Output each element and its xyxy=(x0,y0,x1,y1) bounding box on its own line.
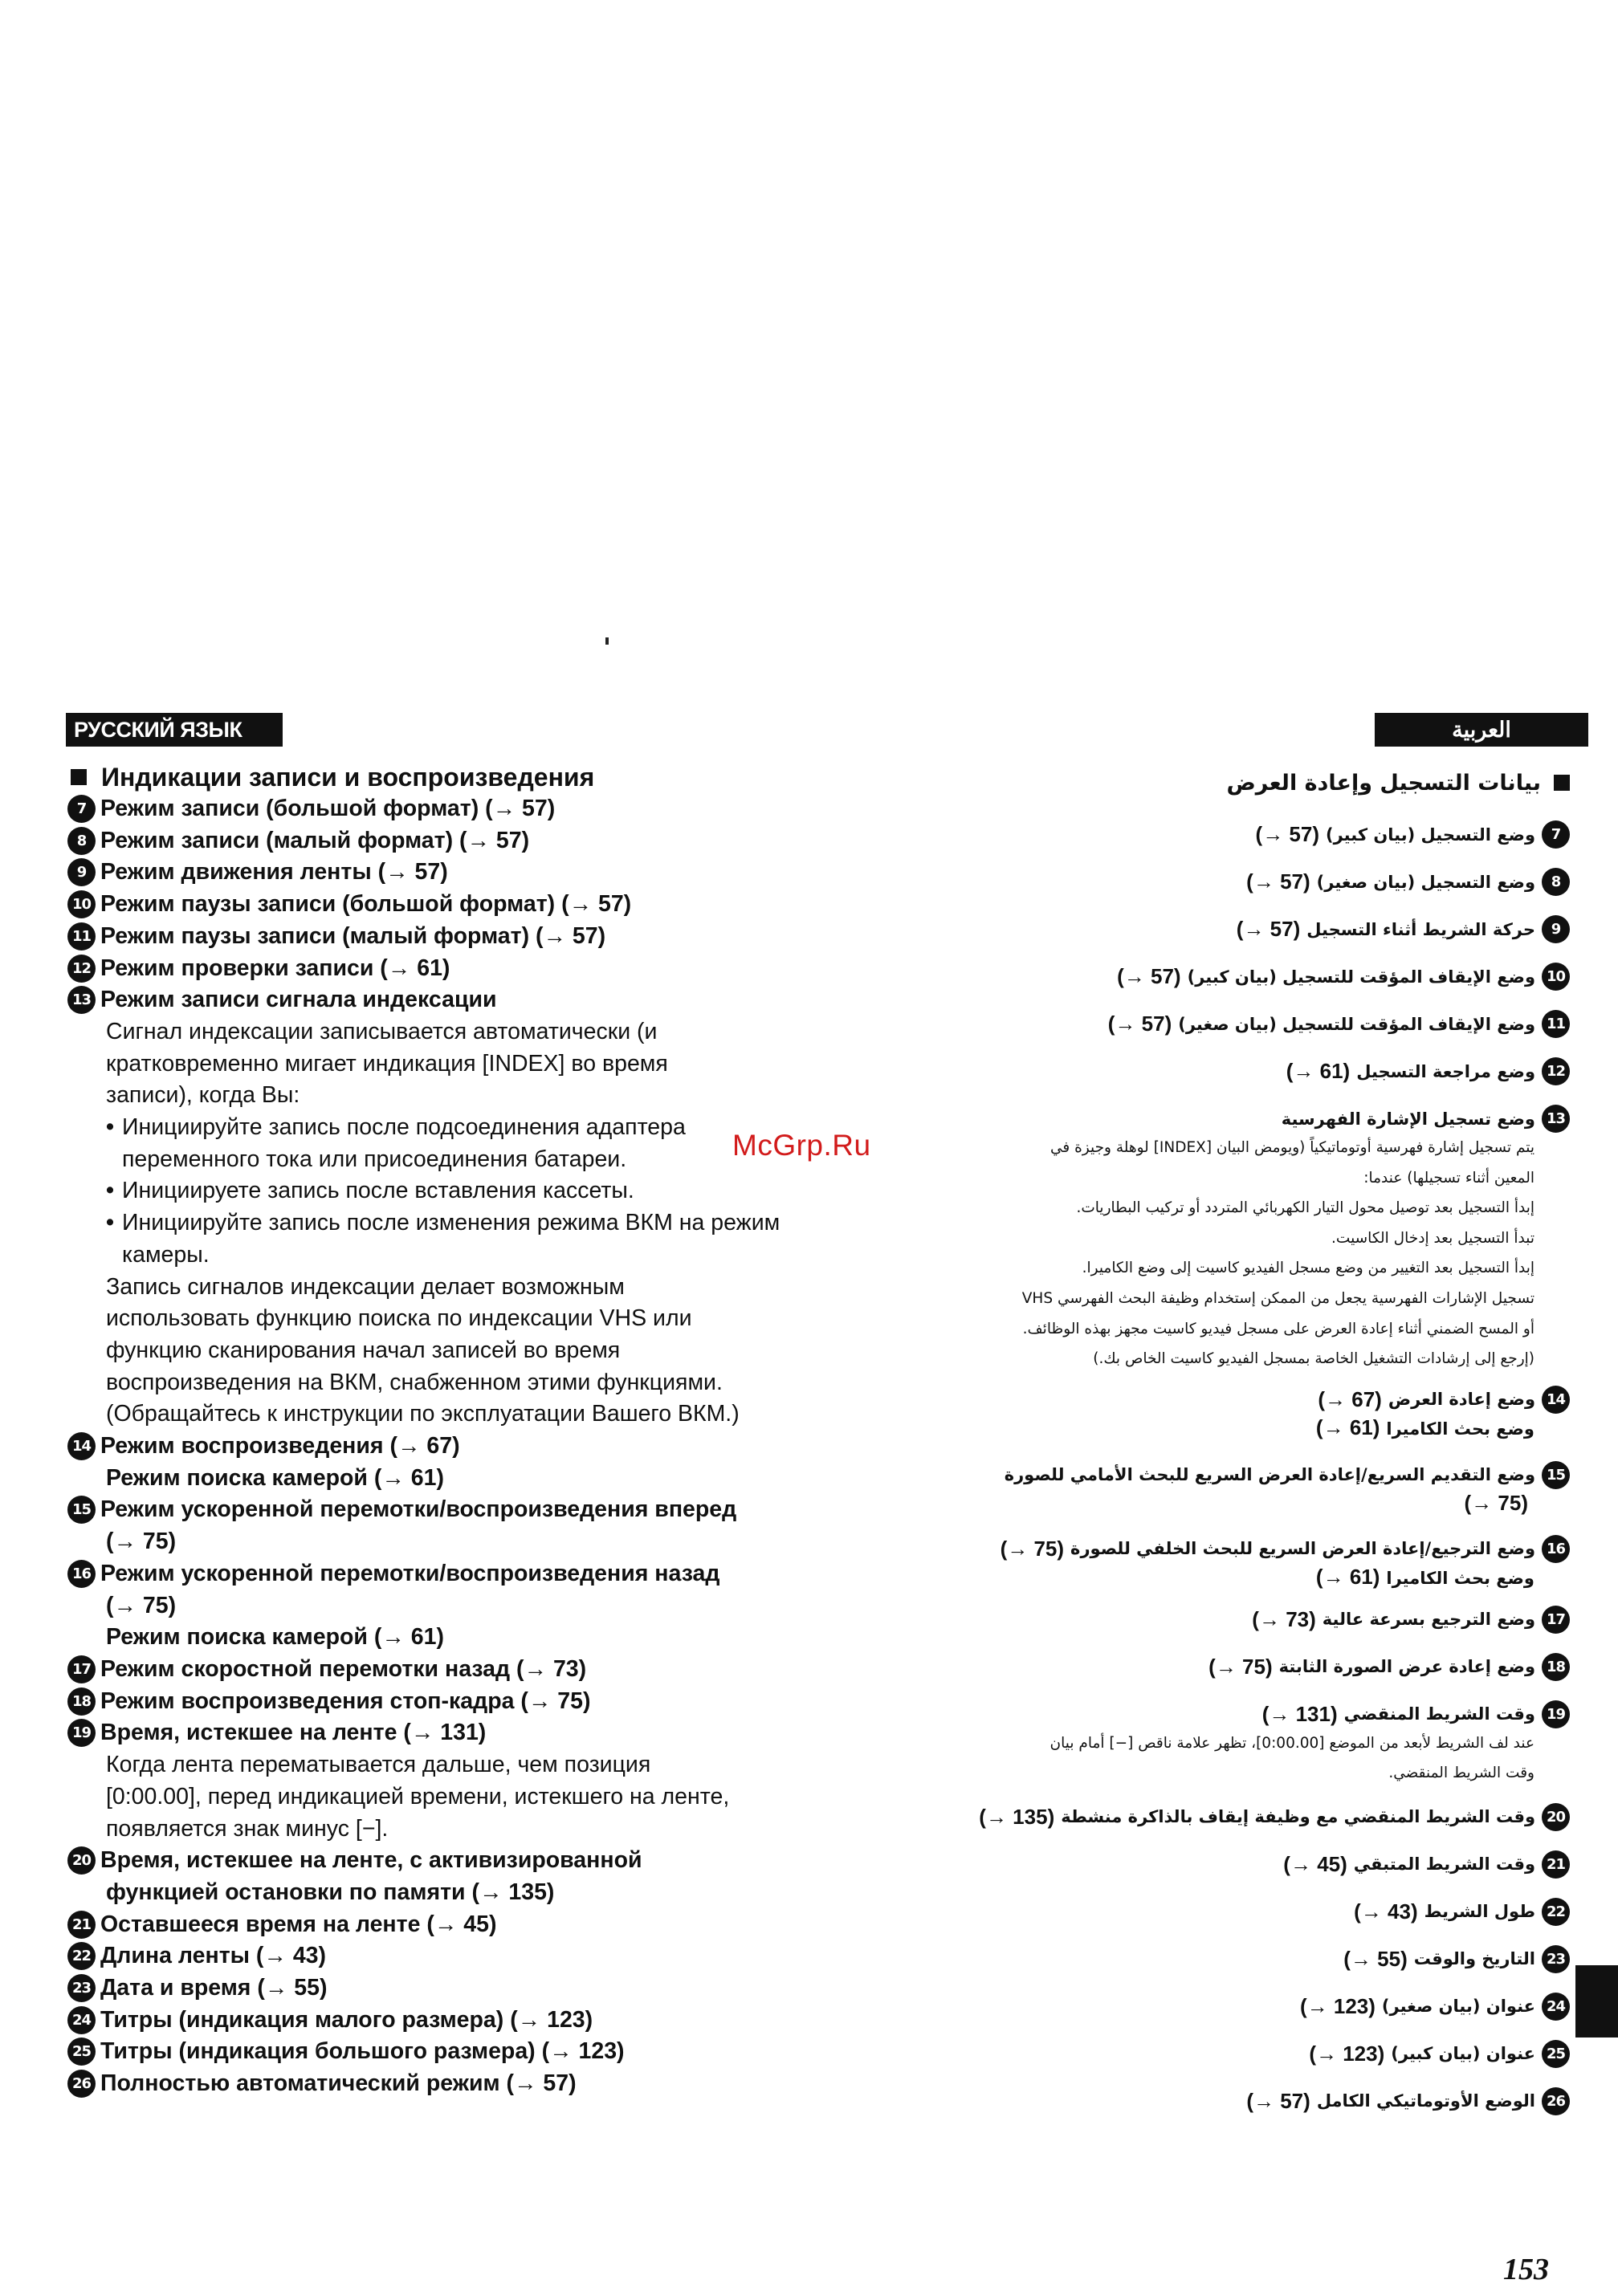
list-item xyxy=(879,1057,1570,1085)
time-description xyxy=(879,1728,1570,1789)
body-line: Запись сигналов индексации делает возможным xyxy=(106,1273,625,1300)
list-item-text: وضع الإيقاف المؤقت للتسجيل (بيان كبير) xyxy=(1187,967,1535,987)
item-number-badge: 17 xyxy=(1542,1606,1570,1634)
list-item-text: وضع التسجيل (بيان صغير) xyxy=(1316,872,1535,892)
item-number-badge: 21 xyxy=(1542,1850,1570,1879)
body-line: Сигнал индексации записывается автоматически (и xyxy=(106,1018,658,1044)
heading-text: Индикации записи и воспроизведения xyxy=(101,763,595,792)
item-number-badge: 21 xyxy=(67,1911,96,1939)
list-item xyxy=(67,984,858,1016)
list-item xyxy=(67,921,858,953)
item-number-badge: 16 xyxy=(1542,1535,1570,1563)
russian-column xyxy=(67,761,858,2100)
list-item-sub: (→ 75) xyxy=(106,1592,177,1618)
list-item-text: التاريخ والوقت xyxy=(1413,1949,1535,1969)
page-reference: (75 →) xyxy=(1000,1536,1065,1561)
list-item-text: وضع التقديم السريع/إعادة العرض السريع للبحث الأمامي للصورة xyxy=(1004,1465,1535,1485)
list-item: 20 Время, истекшее на ленте, с активизированной xyxy=(67,1845,858,1877)
page-reference: (57 →) xyxy=(1117,964,1181,988)
page-reference: (75 →) xyxy=(1464,1490,1528,1515)
heading-text: بيانات التسجيل وإعادة العرض xyxy=(1226,770,1541,796)
page-edge-tab xyxy=(1575,1965,1618,2037)
list-item xyxy=(879,1105,1570,1133)
list-item xyxy=(879,1945,1570,1973)
list-item xyxy=(879,2087,1570,2115)
item-number-badge: 20 xyxy=(1542,1803,1570,1831)
list-item: 14 Режим воспроизведения (→ 67) xyxy=(67,1431,858,1463)
list-item-text: Титры (индикация малого размера) (→ 123) xyxy=(100,2006,593,2033)
item-number-badge: 19 xyxy=(67,1719,96,1747)
item-number-badge: 12 xyxy=(67,955,96,983)
page-reference: (61 →) xyxy=(1286,1059,1351,1083)
page-reference: (131 →) xyxy=(1261,1701,1338,1726)
bullet-item: إبدأ التسجيل بعد التغيير من وضع مسجل الفيديو كاسيت إلى وضع الكاميرا. xyxy=(1082,1260,1534,1277)
body-line: появляется знак минус [−]. xyxy=(106,1815,389,1842)
body-line: воспроизведения на ВКМ, снабженном этими функциями. xyxy=(106,1369,723,1395)
bullet-icon: • xyxy=(106,1210,114,1236)
item-number-badge: 24 xyxy=(67,2006,96,2034)
list-item-text: وقت الشريط المتبقي xyxy=(1353,1854,1535,1875)
list-item xyxy=(67,2068,858,2100)
list-item-text: Оставшееся время на ленте (→ 45) xyxy=(100,1911,497,1937)
body-line: записи), когда Вы: xyxy=(106,1082,300,1109)
square-bullet-icon xyxy=(1554,775,1570,791)
item-number-badge: 20 xyxy=(67,1846,96,1875)
bullet-item: • Инициируйте запись после изменения режима ВКМ на режим камеры. xyxy=(67,1207,858,1271)
item-number-badge: 14 xyxy=(1542,1386,1570,1414)
list-item-text: Длина ленты (→ 43) xyxy=(100,1943,327,1969)
item-number-badge: 18 xyxy=(1542,1653,1570,1681)
list-item xyxy=(879,1606,1570,1634)
language-label-russian: РУССКИЙ ЯЗЫК xyxy=(66,713,283,747)
list-item-sub: функцией остановки по памяти (→ 135) xyxy=(106,1879,555,1905)
list-item-text: Режим паузы записи (малый формат) (→ 57) xyxy=(100,922,606,949)
item-number-badge: 7 xyxy=(1542,820,1570,849)
item-number-badge: 24 xyxy=(1542,1993,1570,2021)
list-item-text: Режим паузы записи (большой формат) (→ 57) xyxy=(100,891,632,918)
list-item-text: Титры (индикация большого размера) (→ 123) xyxy=(100,2038,625,2065)
list-item xyxy=(879,1803,1570,1831)
list-item xyxy=(67,793,858,825)
body-line: المعين أثناء تسجيلها) عندما: xyxy=(1363,1169,1534,1187)
item-number-badge: 11 xyxy=(67,922,96,951)
list-item: 19 Время, истекшее на ленте (→ 131) xyxy=(67,1717,858,1749)
list-item: 16 Режим ускоренной перемотки/воспроизведения назад xyxy=(67,1558,858,1590)
item-number-badge: 13 xyxy=(1542,1105,1570,1133)
item-number-badge: 23 xyxy=(1542,1945,1570,1973)
scan-speck xyxy=(605,637,609,645)
list-item xyxy=(879,1850,1570,1879)
list-item-sub: Режим поиска камерой (→ 61) xyxy=(106,1624,444,1651)
bullet-icon: • xyxy=(106,1114,114,1141)
list-item-text: طول الشريط xyxy=(1424,1902,1535,1922)
list-item xyxy=(67,1940,858,1972)
body-line: أو المسح الضمني أثناء إعادة العرض على مسجل فيديو كاسيت مجهز بهذه الوظائف. xyxy=(1022,1320,1534,1337)
list-item-text: حركة الشريط أثناء التسجيل xyxy=(1306,919,1535,939)
body-line: (إرجع إلى إرشادات التشغيل الخاصة بمسجل الفيديو كاسيت الخاص بك.) xyxy=(1093,1350,1534,1368)
item-number-badge: 18 xyxy=(67,1687,96,1716)
item-number-badge: 26 xyxy=(67,2070,96,2098)
square-bullet-icon xyxy=(71,769,87,785)
list-item-text: وضع تسجيل الإشارة الفهرسية xyxy=(1281,1109,1535,1129)
bullet-item: إبدأ التسجيل بعد توصيل محول التيار الكهربائي المتردد أو تركيب البطاريات. xyxy=(1076,1199,1534,1217)
bullet-item: • Инициируйте запись после подсоединения адаптера переменного тока или присоединения батареи. xyxy=(67,1112,858,1175)
page-reference: (57 →) xyxy=(1246,2088,1310,2113)
body-line: يتم تسجيل إشارة فهرسية أوتوماتيكياً (ويومض البيان [INDEX] لوهلة وجيزة في xyxy=(1049,1139,1534,1156)
list-item xyxy=(67,2005,858,2037)
page-reference: (57 →) xyxy=(1246,869,1310,894)
item-number-badge: 15 xyxy=(67,1496,96,1524)
bullet-item: • Инициируете запись после вставления кассеты. xyxy=(67,1175,858,1207)
list-item-sub xyxy=(879,1491,1570,1516)
body-line: функцию сканирования начал записей во время xyxy=(106,1337,621,1363)
list-item-text: وضع إعادة العرض xyxy=(1388,1390,1535,1410)
body-line: عند لف الشريط لأبعد من الموضع [0:00.00]، تظهر علامة ناقص [−] أمام بيان xyxy=(1049,1734,1534,1752)
time-description xyxy=(67,1749,858,1845)
list-item xyxy=(879,1898,1570,1926)
list-item-text: Режим записи (малый формат) (→ 57) xyxy=(100,827,530,853)
list-item-text: وضع الترجيع/إعادة العرض السريع للبحث الخلفي للصورة xyxy=(1070,1539,1535,1559)
body-line: использовать функцию поиска по индексации VHS или xyxy=(106,1305,692,1332)
index-description xyxy=(879,1133,1570,1374)
list-item-text: Режим проверки записи (→ 61) xyxy=(100,955,450,981)
list-item-text: عنوان (بيان صغير) xyxy=(1381,1997,1535,2017)
list-item xyxy=(67,825,858,857)
list-item xyxy=(67,2036,858,2068)
list-item-text: وقت الشريط المنقضي xyxy=(1343,1704,1535,1724)
list-item xyxy=(67,1972,858,2005)
list-item-text: وضع بحث الكاميرا xyxy=(1386,1419,1534,1439)
item-number-badge: 14 xyxy=(67,1432,96,1460)
item-number-badge: 25 xyxy=(67,2037,96,2066)
page-reference: (61 →) xyxy=(1315,1564,1380,1589)
list-item xyxy=(879,1386,1570,1414)
body-line: وقت الشريط المنقضي. xyxy=(1388,1765,1534,1782)
list-item xyxy=(879,1653,1570,1681)
list-item xyxy=(879,1535,1570,1563)
item-number-badge: 10 xyxy=(67,890,96,918)
page-reference: (73 →) xyxy=(1252,1606,1316,1631)
list-item-sub: Режим поиска камерой (→ 61) xyxy=(106,1464,444,1491)
list-item xyxy=(879,1461,1570,1489)
section-heading xyxy=(67,761,858,793)
arabic-column xyxy=(879,761,1570,2115)
language-label-arabic: العربية xyxy=(1375,713,1588,747)
list-item-text: Режим записи сигнала индексации xyxy=(100,987,497,1013)
list-item-text: وضع مراجعة التسجيل xyxy=(1356,1061,1535,1081)
page-reference: (75 →) xyxy=(1208,1654,1273,1679)
list-item xyxy=(879,1700,1570,1728)
item-number-badge: 22 xyxy=(1542,1898,1570,1926)
index-explanation xyxy=(67,1272,858,1431)
item-number-badge: 8 xyxy=(1542,868,1570,896)
list-item: 15 Режим ускоренной перемотки/воспроизведения вперед xyxy=(67,1494,858,1526)
item-number-badge: 17 xyxy=(67,1655,96,1683)
item-number-badge: 15 xyxy=(1542,1461,1570,1489)
list-item-text: عنوان (بيان كبير) xyxy=(1391,2044,1535,2064)
list-item-text: وضع الترجيع بسرعة عالية xyxy=(1322,1610,1535,1630)
item-number-badge: 10 xyxy=(1542,963,1570,991)
list-item-text: وضع الإيقاف المؤقت للتسجيل (بيان صغير) xyxy=(1178,1014,1535,1034)
list-item-text: وضع التسجيل (بيان كبير) xyxy=(1326,824,1535,845)
page-reference: (67 →) xyxy=(1318,1386,1382,1411)
list-item-text: Режим записи (большой формат) (→ 57) xyxy=(100,796,556,821)
body-line: تسجيل الإشارات الفهرسية يجعل من الممكن إستخدام وظيفة البحث الفهرسي VHS xyxy=(1021,1289,1534,1307)
list-item-sub xyxy=(879,1415,1570,1440)
list-item xyxy=(879,2040,1570,2068)
item-number-badge: 8 xyxy=(67,827,96,855)
item-number-badge: 22 xyxy=(67,1942,96,1970)
page-reference: (43 →) xyxy=(1354,1899,1418,1924)
body-line: кратковременно мигает индикация [INDEX] во время xyxy=(106,1050,668,1077)
bullet-item: تبدأ التسجيل بعد إدخال الكاسيت. xyxy=(1331,1229,1534,1247)
body-line: (Обращайтесь к инструкции по эксплуатации Вашего ВКМ.) xyxy=(106,1401,740,1427)
watermark: McGrp.Ru xyxy=(732,1129,871,1162)
item-number-badge: 23 xyxy=(67,1974,96,2002)
page-number: 153 xyxy=(1503,2253,1549,2286)
list-item-text: وضع إعادة عرض الصورة الثابتة xyxy=(1278,1657,1535,1677)
body-line: Когда лента перематывается дальше, чем позиция xyxy=(106,1752,651,1778)
list-item xyxy=(67,1909,858,1941)
bullet-icon: • xyxy=(106,1178,114,1204)
page-reference: (57 →) xyxy=(1107,1012,1172,1036)
page-reference: (45 →) xyxy=(1283,1851,1347,1876)
item-number-badge: 13 xyxy=(67,986,96,1014)
list-item-text: Дата и время (→ 55) xyxy=(100,1975,328,2001)
list-item-sub xyxy=(879,1565,1570,1590)
item-number-badge: 9 xyxy=(67,858,96,886)
section-heading xyxy=(879,761,1570,804)
item-number-badge: 19 xyxy=(1542,1700,1570,1728)
index-description xyxy=(67,1016,858,1112)
list-item: 17 Режим скоростной перемотки назад (→ 73) xyxy=(67,1654,858,1686)
item-number-badge: 9 xyxy=(1542,915,1570,943)
list-item xyxy=(879,820,1570,849)
item-number-badge: 11 xyxy=(1542,1010,1570,1038)
list-item-text: وقت الشريط المنقضي مع وظيفة إيقاف بالذاكرة منشطة xyxy=(1061,1807,1535,1827)
item-number-badge: 7 xyxy=(67,795,96,823)
page-reference: (135 →) xyxy=(979,1804,1055,1829)
list-item xyxy=(67,857,858,889)
list-item xyxy=(879,1993,1570,2021)
list-item-sub: (→ 75) xyxy=(106,1529,177,1555)
list-item xyxy=(879,915,1570,943)
page-reference: (57 →) xyxy=(1236,917,1301,941)
list-item xyxy=(879,868,1570,896)
list-item xyxy=(879,963,1570,991)
list-item-text: وضع بحث الكاميرا xyxy=(1386,1568,1534,1588)
list-item xyxy=(67,953,858,985)
list-item: 18 Режим воспроизведения стоп-кадра (→ 75) xyxy=(67,1686,858,1718)
item-number-badge: 12 xyxy=(1542,1057,1570,1085)
body-line: [0:00.00], перед индикацией времени, истекшего на ленте, xyxy=(106,1783,730,1810)
page-reference: (61 →) xyxy=(1315,1415,1380,1439)
page-reference: (57 →) xyxy=(1255,822,1320,846)
page-reference: (123 →) xyxy=(1299,1993,1376,2018)
item-number-badge: 16 xyxy=(67,1560,96,1588)
item-number-badge: 25 xyxy=(1542,2040,1570,2068)
list-item-text: الوضع الأوتوماتيكي الكامل xyxy=(1316,2091,1535,2111)
list-item-text: Полностью автоматический режим (→ 57) xyxy=(100,2070,577,2097)
list-item xyxy=(67,889,858,921)
page-reference: (123 →) xyxy=(1309,2041,1385,2066)
list-item-text: Режим движения ленты (→ 57) xyxy=(100,859,448,885)
item-number-badge: 26 xyxy=(1542,2087,1570,2115)
page-reference: (55 →) xyxy=(1343,1946,1408,1971)
list-item xyxy=(879,1010,1570,1038)
